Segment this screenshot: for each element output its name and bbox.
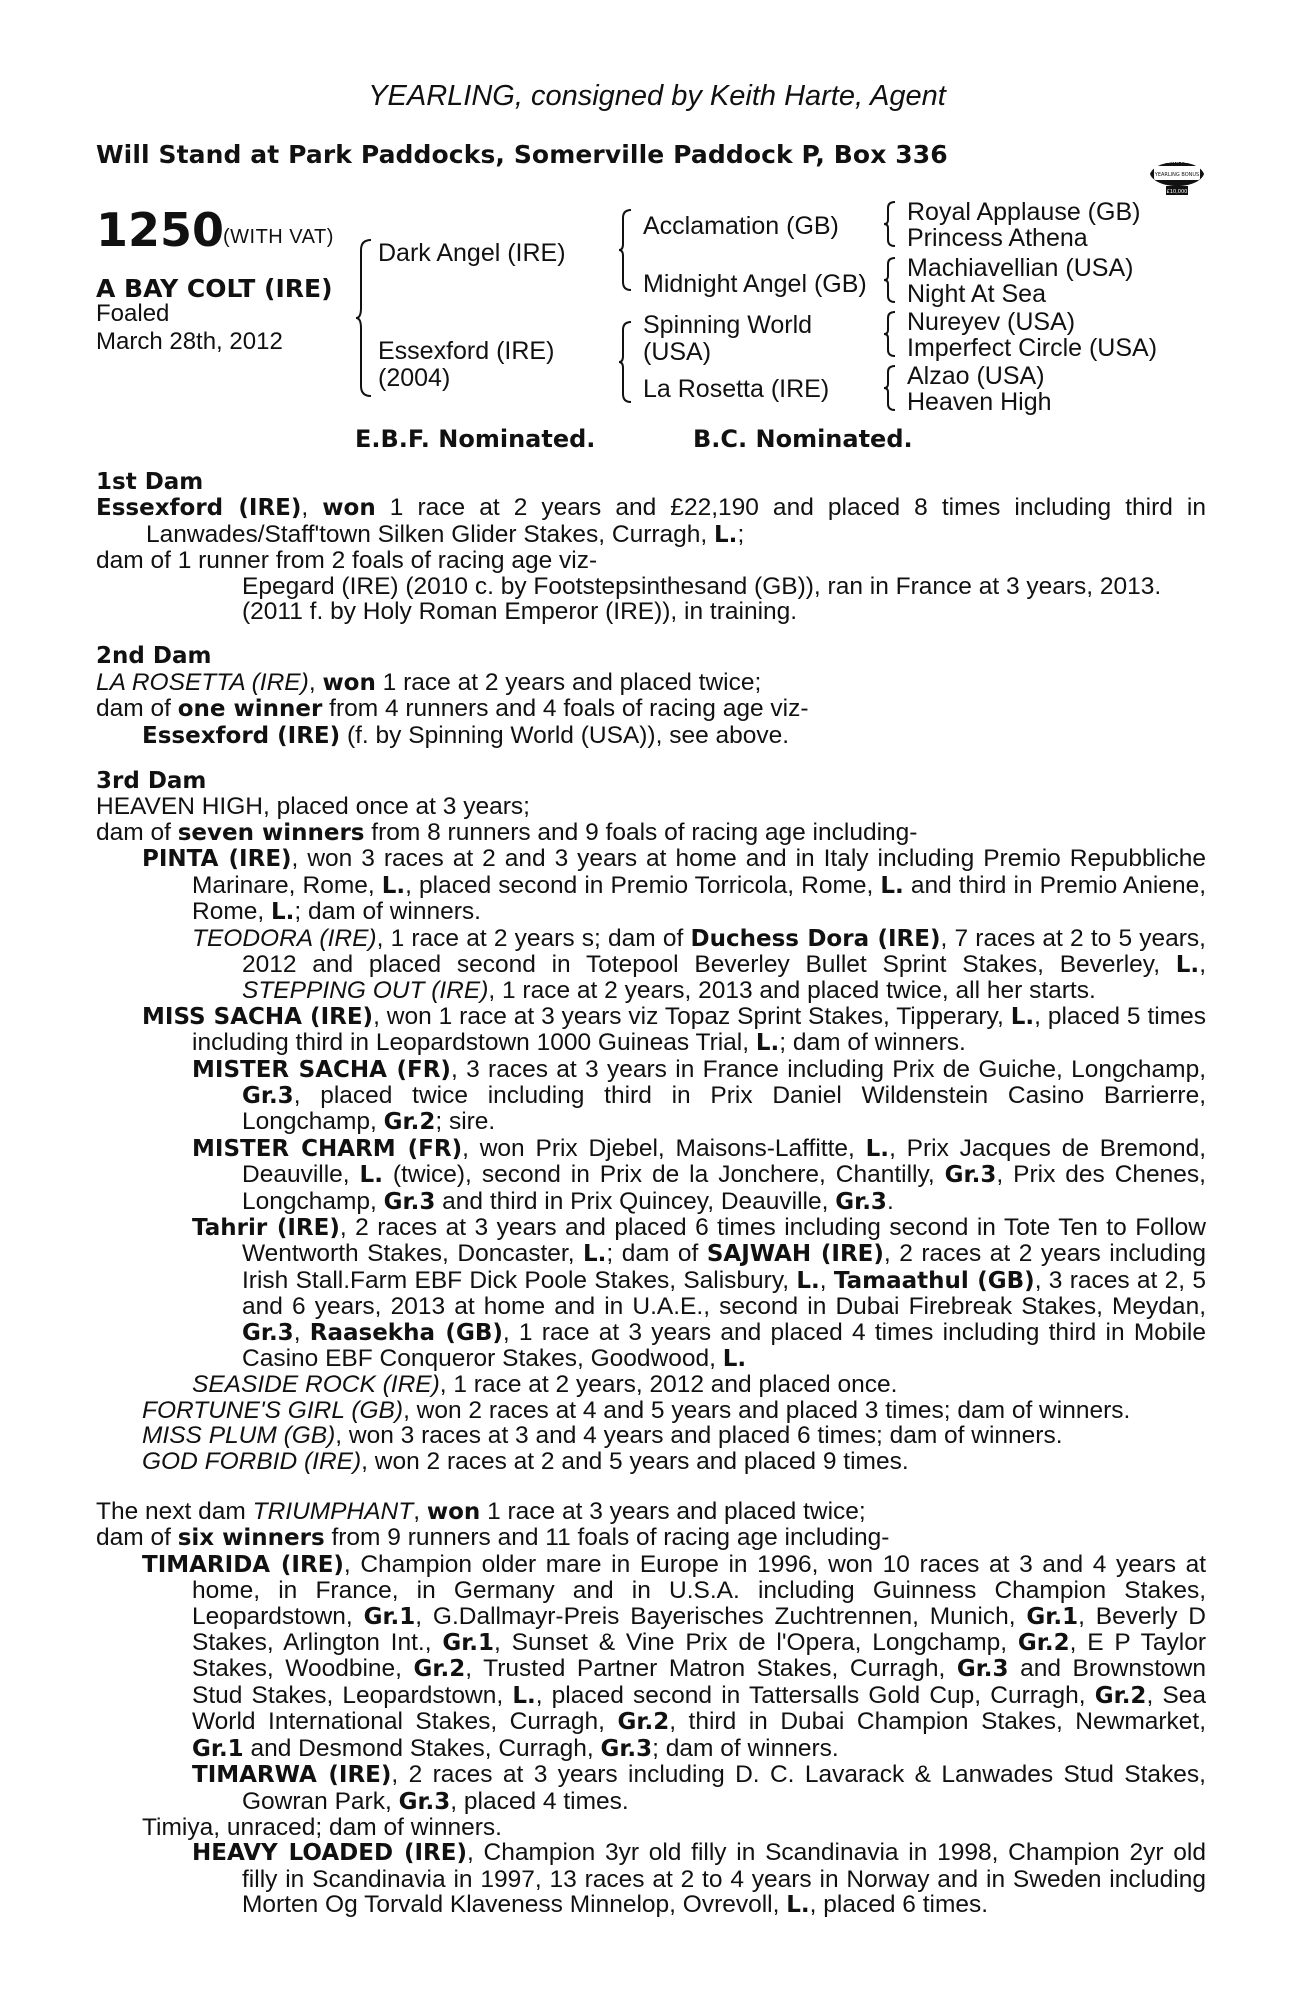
third-dam-record: HEAVEN HIGH, placed once at 3 years; — [96, 793, 530, 821]
badge-bottom: £10,000 — [1166, 189, 1188, 195]
pedigree-ds-sire: Nureyev (USA) — [907, 308, 1076, 336]
foaled-date: March 28th, 2012 — [96, 328, 283, 355]
pedigree-brace-3a — [883, 200, 897, 248]
second-dam-record: LA ROSETTA (IRE), won 1 race at 2 years and placed twice; — [96, 668, 762, 696]
pedigree-sire: Dark Angel (IRE) — [378, 239, 566, 267]
pedigree-sire-sire: Acclamation (GB) — [643, 212, 839, 240]
pedigree-dam-sire-line2: (USA) — [643, 338, 712, 366]
produce-2011: (2011 f. by Holy Roman Emperor (IRE)), in training. — [242, 598, 798, 626]
produce-timiya: Timiya, unraced; dam of winners. — [142, 1813, 502, 1841]
pedigree-brace-main — [355, 238, 375, 398]
pedigree-brace-3c — [883, 310, 897, 358]
foaled-info — [96, 300, 283, 356]
produce-god-forbid: GOD FORBID (IRE), won 2 races at 2 and 5 years and placed 9 times. — [142, 1447, 909, 1475]
pedigree-sd-sire: Machiavellian (USA) — [907, 254, 1134, 282]
produce-timarida: TIMARIDA (IRE), Champion older mare in Europe in 1996, won 10 races at 3 and 4 years at home, in France, in Germany and in U.S.A. including Guinness Champion Stakes, Leopardstown, Gr.1, G.Dallmayr-Preis Bayerisches Zuchtrennen, Munich, Gr.1, Beverly D Stakes, Arlington Int., Gr.1, Sunset & Vine Prix de l'Opera, Longchamp, Gr.2, E P Taylor Stakes, Woodbine, Gr.2, Trusted Partner Matron Stakes, Curragh, Gr.3 and Brownstown Stud Stakes, Leopardstown, L., placed second in Tattersalls Gold Cup, Curragh, Gr.2, Sea World International Stakes, Curragh, Gr.2, third in Dubai Champion Stakes, Newmarket, Gr.1 and Desmond Stakes, Curragh, Gr.3; dam of winners. — [142, 1550, 1207, 1762]
badge-top: RACING POST — [1160, 159, 1194, 165]
catalogue-body — [96, 470, 1206, 1919]
next-dam-record: The next dam TRIUMPHANT, won 1 race at 3 years and placed twice; — [96, 1498, 866, 1526]
pedigree-ss-dam: Princess Athena — [907, 224, 1088, 252]
first-dam-produce-intro: dam of 1 runner from 2 foals of racing age viz- — [96, 547, 598, 575]
produce-fortunes-girl: FORTUNE'S GIRL (GB), won 2 races at 4 and 5 years and placed 3 times; dam of winners. — [142, 1396, 1131, 1424]
produce-pinta: PINTA (IRE), won 3 races at 2 and 3 years at home and in Italy including Premio Repubbliche Marinare, Rome, L., placed second in Premio Torricola, Rome, L. and third in Premio Aniene, Rome, L.; dam of winners. — [142, 845, 1206, 926]
pedigree-dd-dam: Heaven High — [907, 388, 1052, 416]
produce-miss-plum: MISS PLUM (GB), won 3 races at 3 and 4 years and placed 6 times; dam of winners. — [142, 1422, 1063, 1450]
produce-essexford: Essexford (IRE) (f. by Spinning World (USA)), see above. — [142, 721, 790, 749]
produce-mister-charm: MISTER CHARM (FR), won Prix Djebel, Maisons-Laffitte, L., Prix Jacques de Bremond, Deauville, L. (twice), second in Prix de la Jonchere, Chantilly, Gr.3, Prix des Chenes, Longchamp, Gr.3 and third in Prix Quincey, Deauville, Gr.3. — [192, 1134, 1207, 1215]
stand-location: Will Stand at Park Paddocks, Somerville Paddock P, Box 336 — [96, 140, 948, 169]
pedigree-brace-3d — [883, 364, 897, 412]
produce-epegard: Epegard (IRE) (2010 c. by Footstepsinthesand (GB)), ran in France at 3 years, 2013. — [242, 572, 1162, 600]
pedigree-dam-line1: Essexford (IRE) — [378, 337, 555, 365]
produce-teodora: TEODORA (IRE), 1 race at 2 years s; dam of Duchess Dora (IRE), 7 races at 2 to 5 years, 2012 and placed second in Totepool Beverley Bullet Sprint Stakes, Beverley, L., STEPPING OUT (IRE), 1 race at 2 years, 2013 and placed twice, all her starts. — [192, 924, 1206, 1005]
ebf-nominated: E.B.F. Nominated. — [355, 425, 596, 453]
bc-nominated: B.C. Nominated. — [693, 425, 913, 453]
third-dam-heading: 3rd Dam — [96, 768, 207, 795]
pedigree-brace-3b — [883, 256, 897, 304]
pedigree-dam-sire — [643, 312, 812, 366]
vat-note: (WITH VAT) — [223, 226, 334, 248]
badge-middle: YEARLING BONUS — [1154, 172, 1200, 178]
horse-description: A BAY COLT (IRE) — [96, 274, 333, 303]
page-heading: YEARLING, consigned by Keith Harte, Agent — [368, 80, 946, 112]
produce-timarwa: TIMARWA (IRE), 2 races at 3 years including D. C. Lavarack & Lanwades Stud Stakes, Gowran Park, Gr.3, placed 4 times. — [192, 1761, 1206, 1815]
produce-seaside-rock: SEASIDE ROCK (IRE), 1 race at 2 years, 2012 and placed once. — [192, 1371, 898, 1399]
produce-miss-sacha: MISS SACHA (IRE), won 1 race at 3 years viz Topaz Sprint Stakes, Tipperary, L., placed 5 times including third in Leopardstown 1000 Guineas Trial, L.; dam of winners. — [142, 1002, 1207, 1057]
first-dam-heading: 1st Dam — [96, 469, 204, 495]
second-dam-produce-intro: dam of one winner from 4 runners and 4 foals of racing age viz- — [96, 695, 809, 723]
yearling-bonus-badge — [1146, 150, 1208, 196]
second-dam-heading: 2nd Dam — [96, 643, 212, 670]
pedigree-ss-sire: Royal Applause (GB) — [907, 198, 1141, 226]
pedigree-sd-dam: Night At Sea — [907, 280, 1046, 308]
third-dam-produce-intro: dam of seven winners from 8 runners and 9 foals of racing age including- — [96, 818, 918, 846]
pedigree-dd-sire: Alzao (USA) — [907, 362, 1045, 390]
pedigree-ds-dam: Imperfect Circle (USA) — [907, 334, 1158, 362]
pedigree-dam-dam: La Rosetta (IRE) — [643, 375, 830, 403]
produce-heavy-loaded: HEAVY LOADED (IRE), Champion 3yr old filly in Scandinavia in 1998, Champion 2yr old filly in Scandinavia in 1997, 13 races at 2 to 4 years in Norway and in Sweden including Morten Og Torvald Klaveness Minnelop, Ovrevoll, L., placed 6 times. — [192, 1839, 1206, 1919]
produce-tahrir: Tahrir (IRE), 2 races at 3 years and placed 6 times including second in Tote Ten to Follow Wentworth Stakes, Doncaster, L.; dam of SAJWAH (IRE), 2 races at 2 years including Irish Stall.Farm EBF Dick Poole Stakes, Salisbury, L., Tamaathul (GB), 3 races at 2, 5 and 6 years, 2013 at home and in U.A.E., second in Dubai Firebreak Stakes, Meydan, Gr.3, Raasekha (GB), 1 race at 3 years and placed 4 times including third in Mobile Casino EBF Conqueror Stakes, Goodwood, L. — [192, 1213, 1206, 1372]
pedigree-sire-dam: Midnight Angel (GB) — [643, 270, 867, 298]
first-dam-record: Essexford (IRE), won 1 race at 2 years and £22,190 and placed 8 times including third in Lanwades/Staff'town Silken Glider Stakes, Curragh, L.; — [96, 494, 1206, 548]
pedigree-dam-line2: (2004) — [378, 364, 451, 392]
foaled-label: Foaled — [96, 300, 170, 327]
pedigree-brace-sire — [618, 208, 634, 292]
pedigree-dam-sire-line1: Spinning World — [643, 311, 813, 339]
pedigree-dam — [378, 338, 554, 392]
produce-mister-sacha: MISTER SACHA (FR), 3 races at 3 years in France including Prix de Guiche, Longchamp, Gr.3, placed twice including third in Prix Daniel Wildenstein Casino Barrierre, Longchamp, Gr.2; sire. — [192, 1055, 1207, 1136]
next-dam-produce-intro: dam of six winners from 9 runners and 11 foals of racing age including- — [96, 1524, 890, 1552]
pedigree-brace-dam — [618, 320, 634, 404]
lot-number: 1250 — [96, 203, 225, 257]
